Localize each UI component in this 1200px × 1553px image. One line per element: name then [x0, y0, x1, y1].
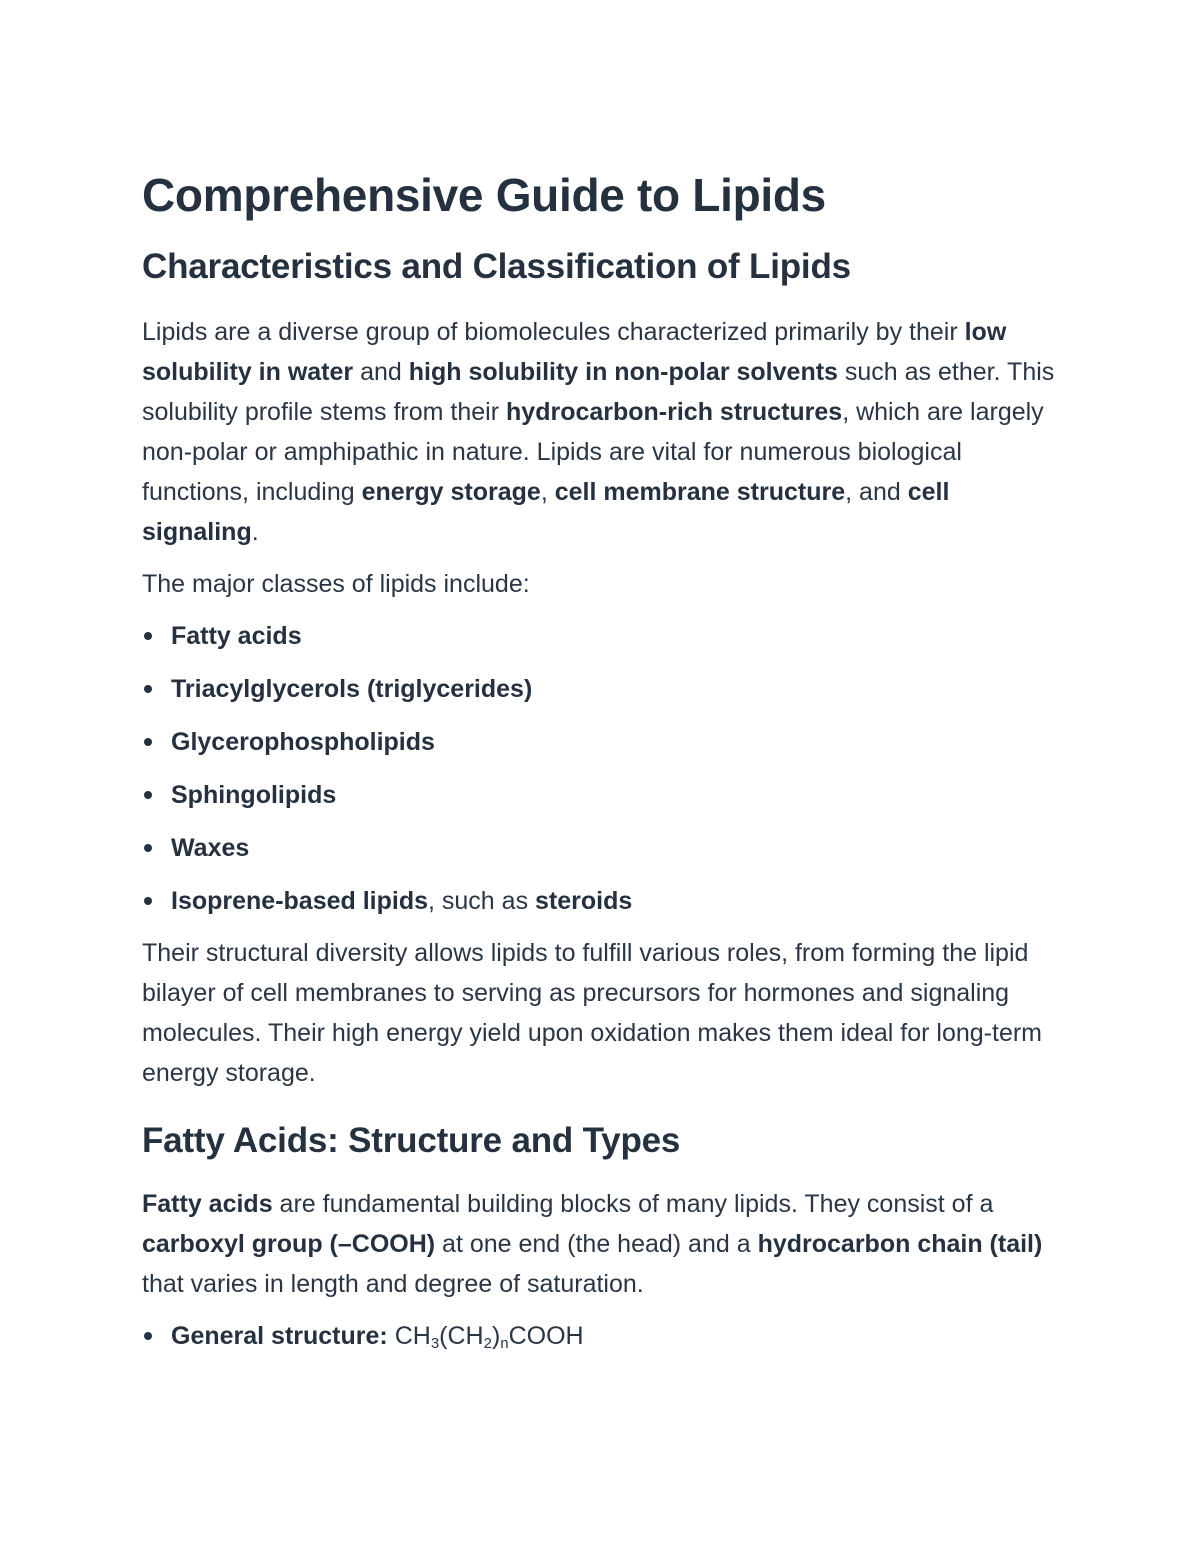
bold-run: Fatty acids: [142, 1190, 273, 1218]
section-heading-fatty-acids: Fatty Acids: Structure and Types: [142, 1121, 681, 1160]
bullet-icon: [144, 738, 152, 746]
list-item-label: General structure:: [171, 1322, 388, 1350]
bold-run: low solubility in water: [142, 318, 1007, 386]
text-run: and: [353, 358, 409, 386]
lipid-classes-list: [142, 616, 1062, 921]
bold-run: cell membrane structure: [554, 478, 846, 506]
formula-part: COOH: [508, 1322, 584, 1350]
text-run: are fundamental building blocks of many lipids. They consist of a: [272, 1190, 994, 1218]
list-item: [142, 1316, 1062, 1356]
bold-run: steroids: [535, 887, 633, 915]
list-item-label: Fatty acids: [171, 622, 302, 650]
page-title: Comprehensive Guide to Lipids: [142, 169, 826, 221]
formula-subscript: 3: [430, 1335, 440, 1352]
text-run: , which are largely non-polar or amphipathic in nature. Lipids are vital for numerous biological functions, including: [142, 398, 1044, 506]
fatty-acid-structure-list: [142, 1316, 1062, 1356]
list-item: [142, 616, 1062, 656]
text-run: , and: [845, 478, 908, 506]
formula-part: ): [491, 1322, 501, 1350]
text-run: that varies in length and degree of saturation.: [142, 1270, 644, 1298]
bullet-icon: [144, 632, 152, 640]
bullet-icon: [144, 1332, 152, 1340]
document-page: [142, 160, 1062, 1356]
bold-run: high solubility in non-polar solvents: [408, 358, 838, 386]
formula-part: CH: [394, 1322, 431, 1350]
list-item: [142, 722, 1062, 762]
list-item-label: Triacylglycerols (triglycerides): [171, 675, 533, 703]
formula-subscript: 2: [483, 1335, 492, 1352]
text-run: ,: [540, 478, 555, 506]
bold-run: hydrocarbon chain (tail): [757, 1230, 1043, 1258]
text-run: .: [251, 518, 259, 546]
diversity-paragraph: Their structural diversity allows lipids to fulfill various roles, from forming the lipid bilayer of cell membranes to serving as precursors for hormones and signaling molecules. Their high energy yield upon oxidation makes them ideal for long-term energy storage.: [142, 939, 1043, 1087]
bold-run: cell signaling: [142, 478, 950, 546]
text-run: such as ether. This solubility profile stems from their: [142, 358, 1055, 426]
section-heading-characteristics: Characteristics and Classification of Lipids: [142, 247, 851, 286]
bullet-icon: [144, 897, 152, 905]
list-item: [142, 775, 1062, 815]
list-item: [142, 828, 1062, 868]
formula: [395, 1322, 584, 1350]
formula-part: (CH: [439, 1322, 484, 1350]
bold-run: energy storage: [361, 478, 541, 506]
text-run: Lipids are a diverse group of biomolecules characterized primarily by their: [142, 318, 965, 346]
list-item-label: Sphingolipids: [171, 781, 337, 809]
bullet-icon: [144, 685, 152, 693]
classes-lead-paragraph: The major classes of lipids include:: [142, 570, 530, 598]
list-item: [142, 669, 1062, 709]
formula-subscript: n: [500, 1335, 509, 1352]
list-item-label: Waxes: [171, 834, 250, 862]
list-item-label: Glycerophospholipids: [171, 728, 435, 756]
text-run: at one end (the head) and a: [435, 1230, 758, 1258]
text-run: , such as: [428, 887, 536, 915]
bold-run: hydrocarbon-rich structures: [506, 398, 843, 426]
bullet-icon: [144, 844, 152, 852]
bold-run: carboxyl group (–COOH): [142, 1230, 436, 1258]
intro-paragraph: [142, 312, 1062, 552]
list-item-label: Isoprene-based lipids: [171, 887, 429, 915]
list-item: [142, 881, 1062, 921]
fatty-acids-paragraph: [142, 1184, 1062, 1304]
bullet-icon: [144, 791, 152, 799]
